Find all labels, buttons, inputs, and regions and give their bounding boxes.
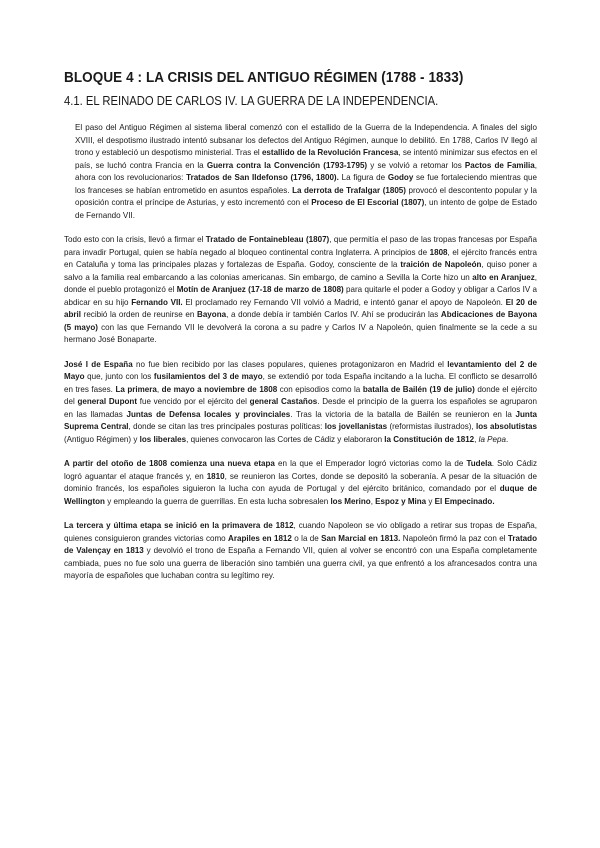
paragraph-intro	[64, 122, 537, 222]
bold-run: (17-18 de marzo de 1808)	[248, 285, 344, 294]
paragraph-second-phase	[64, 458, 537, 508]
bold-run: Bayona	[197, 310, 227, 319]
bold-run: Arapiles en 1812	[228, 533, 292, 543]
bold-run: Fernando VII.	[131, 297, 183, 307]
text-run: y se volvió a retomar los	[367, 160, 465, 170]
bold-run: los jovellanistas	[324, 422, 388, 431]
text-run: , ahora con los revolucionarios:	[75, 160, 538, 182]
text-run: . Tras la victoria de la batalla de Bailén se reunieron en la	[290, 409, 516, 419]
bold-run: Guerra contra la Convención	[206, 160, 321, 170]
text-run: , donde se citan las tres principales posturas políticas:	[128, 422, 325, 431]
bold-run: duque de Wellington	[64, 484, 537, 506]
text-run: o la de	[291, 533, 322, 543]
bold-run: general Dupont	[77, 397, 137, 406]
bold-run: El Empecinado.	[434, 496, 495, 506]
bold-run: Tratado de Valençay en 1813	[64, 533, 537, 555]
text-run: . Desde el principio de la guerra los españoles se agruparon en las llamadas	[64, 397, 537, 419]
bold-run: Tratado de Fontainebleau	[205, 235, 304, 244]
bold-run: A partir del otoño de 1808 comienza una nueva etapa	[64, 459, 275, 468]
text-run: recibió la orden de reunirse en	[81, 310, 198, 319]
text-run: .	[505, 434, 509, 444]
bold-run: San Marcial en 1813.	[321, 533, 401, 543]
bold-run: La primera	[115, 384, 157, 394]
bold-run: José I de España	[64, 359, 133, 369]
bold-run: Pactos de Familia	[464, 160, 535, 170]
text-run: , quienes convocaron las Cortes de Cádiz y elaboraron	[186, 434, 385, 444]
bold-run: la Constitución de 1812	[384, 434, 475, 444]
text-run: provocó el descontento popular y la oposición contra el príncipe de Asturias, y esto incrementó con el	[75, 185, 537, 207]
paragraph-first-phase	[64, 359, 537, 447]
section-subtitle: 4.1. EL REINADO DE CARLOS IV. LA GUERRA DE LA INDEPENDENCIA.	[64, 94, 439, 108]
bold-run: general Castaños	[249, 397, 318, 406]
paragraph-fontainebleau	[64, 234, 537, 347]
text-run: fue vencido por el ejército del	[137, 397, 250, 406]
paragraph-third-phase	[64, 520, 537, 583]
text-run: se fue fortaleciendo mientras que los franceses se habían entrometido en asuntos españoles.	[75, 173, 537, 195]
text-run: , donde el pueblo protagonizó el	[64, 272, 538, 294]
text-run: . Solo Cádiz logró aguantar el ataque francés y, en	[64, 459, 537, 481]
bold-run: Tratados de San Ildefonso	[186, 173, 288, 182]
text-run: Todo esto con la crisis, llevó a firmar el	[64, 235, 206, 244]
text-run: , quiso poner a salvo a la familia real embarcando a las colonias americanas. Sin embargo, de camino a Sevilla la Corte hizo un	[64, 260, 537, 282]
bold-run: Juntas de Defensa locales y provinciales	[126, 409, 291, 419]
bold-run: Espoz y Mina	[375, 496, 427, 506]
text-run: para quitarle el poder a Godoy y obligar a Carlos IV a abdicar en su hijo	[64, 285, 537, 307]
bold-run: 1808	[429, 247, 448, 257]
bold-run: (5 mayo)	[64, 322, 98, 332]
bold-run: levantamiento del 2 de Mayo	[64, 359, 537, 381]
text-run: con las que Fernando VII le devolverá la corona a su padre y Carlos IV a Napoleón, quien finalmente se la cede a su hermano José Bonaparte.	[64, 322, 538, 344]
bold-run: La tercera y última etapa se inició en la primavera de 1812	[64, 521, 294, 530]
text-run: , que permitía el paso de las tropas francesas por España para invadir Portugal, quien se había negado al bloqueo continental contra Inglaterra. A principios de	[64, 235, 537, 257]
bold-run: alto en Aranjuez	[472, 272, 535, 282]
italic-run: la Pepa	[478, 434, 506, 444]
text-run: , a donde debía ir también Carlos IV. Ahí se producirán las	[226, 310, 441, 319]
text-run: (reformistas ilustrados),	[387, 422, 477, 431]
bold-run: Proceso de El Escorial	[311, 198, 399, 207]
bold-run: La derrota de Trafalgar	[292, 185, 381, 195]
bold-run: Abdicaciones de Bayona	[440, 310, 537, 319]
bold-run: los liberales	[139, 434, 187, 444]
bold-run: de mayo a noviembre de 1808	[161, 384, 278, 394]
text-run: , se reunieron las Cortes, donde se depositó la soberanía. A pesar de la situación de dominio francés, los españoles siguieron la lucha con ayuda de Portugal y del ejército británico, comandado por el	[64, 471, 537, 493]
bold-run: batalla de Bailén	[362, 384, 427, 394]
text-run: y	[426, 496, 435, 506]
text-run: , cuando Napoleon se vio obligado a retirar sus tropas de España, quienes consiguieron grandes victorias como	[64, 521, 537, 543]
text-run: , el ejército francés entra en Cataluña y toma las principales plazas y fortalezas de España. Godoy, consciente de la	[64, 247, 537, 269]
bold-run: (19 de julio)	[429, 384, 475, 394]
bold-run: (1807)	[401, 198, 425, 207]
text-run: La figura de	[338, 173, 388, 182]
bold-run: Motín de Aranjuez	[176, 285, 246, 294]
text-run: Napoleón firmó la paz con el	[400, 533, 508, 543]
text-run: ,	[370, 496, 376, 506]
text-run: , se intentó minimizar sus efectos en el país, se luchó contra Francia en la	[75, 148, 538, 170]
text-run: con episodios como la	[277, 384, 363, 394]
bold-run: (1793-1795)	[323, 160, 368, 170]
text-run: (Antiguo Régimen) y	[64, 434, 140, 444]
text-run: y empleando la guerra de guerrillas. En esta lucha sobresalen	[104, 496, 331, 506]
text-run: y devolvió el trono de España a Fernando VII, quien al volver se encontró con una España completamente cambiada, pues no fue solo una guerra de liberación sino también una guerra civil, ya que enfrentó a los afrancesados contra una mayoría de españoles que luchaban contra su legítimo rey.	[64, 546, 537, 580]
text-run: donde el ejército del	[64, 384, 537, 406]
bold-run: Tudela	[466, 459, 492, 468]
bold-run: Junta Suprema Central	[64, 409, 537, 431]
bold-run: 1810	[206, 471, 225, 481]
text-run: , un intento de golpe de Estado de Fernando VII.	[75, 198, 537, 220]
text-run: , se extendió por toda España incitando a la lucha. El conflicto se desarrolló en tres fases.	[64, 372, 537, 394]
bold-run: estallido de la Revolución Francesa	[261, 148, 399, 157]
text-run: ,	[156, 384, 162, 394]
bold-run: los Merino	[330, 496, 371, 506]
bold-run: los absolutistas	[476, 422, 537, 431]
bold-run: traición de Napoleón	[400, 260, 482, 269]
bold-run: (1796, 1800).	[290, 173, 339, 182]
bold-run: (1805)	[382, 185, 406, 195]
text-run: que, junto con los	[84, 372, 154, 381]
bold-run: Godoy	[387, 173, 414, 182]
text-run: en la que el Emperador logró victorias como la de	[274, 459, 467, 468]
bold-run: (1807)	[305, 235, 330, 244]
block-title: BLOQUE 4 : LA CRISIS DEL ANTIGUO RÉGIMEN (1788 - 1833)	[64, 70, 464, 86]
bold-run: El 20 de abril	[64, 297, 538, 319]
text-run: ,	[474, 434, 479, 444]
text-run: El paso del Antiguo Régimen al sistema liberal comenzó con el estallido de la Guerra de la Independencia. A finales del siglo XVIII, el despotismo ilustrado intentó subsanar los defectos del Antiguo Régimen, aunque lo debilitó. En 1788, Carlos IV llegó al trono y estableció un despotismo ministerial. Tras el	[75, 123, 537, 157]
bold-run: fusilamientos del 3 de mayo	[153, 372, 263, 381]
text-run: no fue bien recibido por las clases populares, quienes protagonizaron en Madrid el	[132, 359, 448, 369]
text-run: El proclamado rey Fernando VII volvió a Madrid, e intentó ganar el apoyo de Napoleón.	[182, 297, 506, 307]
